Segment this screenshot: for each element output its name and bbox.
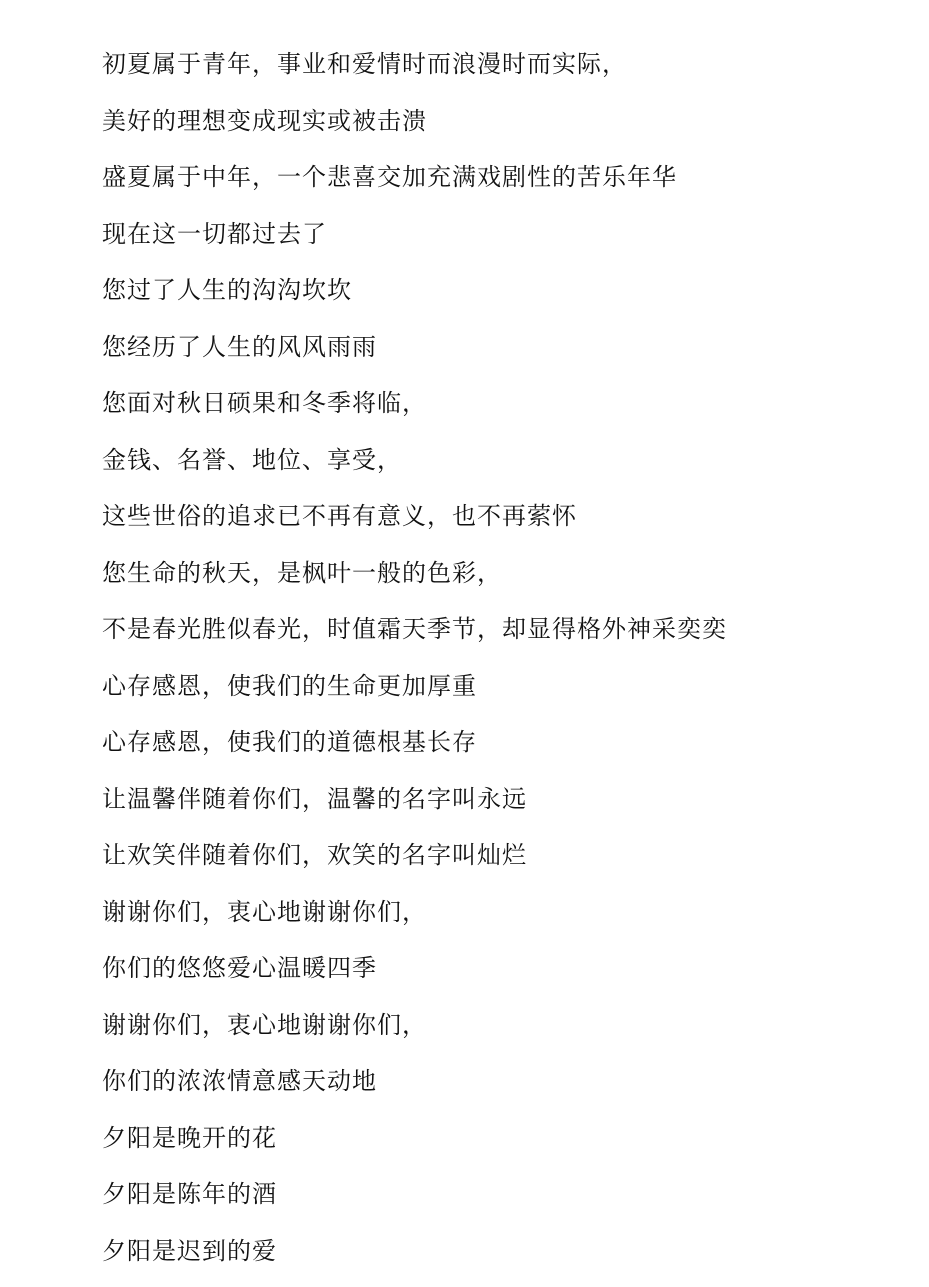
poem-line: 您过了人生的沟沟坎坎 xyxy=(102,270,727,327)
poem-line: 谢谢你们，衷心地谢谢你们， xyxy=(102,892,727,949)
poem-line: 你们的浓浓情意感天动地 xyxy=(102,1061,727,1118)
poem-text xyxy=(102,44,727,1287)
poem-line: 你们的悠悠爱心温暖四季 xyxy=(102,948,727,1005)
poem-line: 让欢笑伴随着你们，欢笑的名字叫灿烂 xyxy=(102,835,727,892)
poem-line: 夕阳是陈年的酒 xyxy=(102,1174,727,1231)
poem-line: 美好的理想变成现实或被击溃 xyxy=(102,101,727,158)
poem-line: 现在这一切都过去了 xyxy=(102,214,727,271)
poem-line: 心存感恩，使我们的道德根基长存 xyxy=(102,722,727,779)
poem-line: 夕阳是迟到的爱 xyxy=(102,1231,727,1287)
poem-line: 夕阳是晚开的花 xyxy=(102,1118,727,1175)
poem-line: 您生命的秋天，是枫叶一般的色彩， xyxy=(102,553,727,610)
poem-line: 不是春光胜似春光，时值霜天季节，却显得格外神采奕奕 xyxy=(102,609,727,666)
poem-line: 盛夏属于中年，一个悲喜交加充满戏剧性的苦乐年华 xyxy=(102,157,727,214)
poem-line: 您面对秋日硕果和冬季将临， xyxy=(102,383,727,440)
poem-line: 谢谢你们，衷心地谢谢你们， xyxy=(102,1005,727,1062)
poem-line: 这些世俗的追求已不再有意义，也不再萦怀 xyxy=(102,496,727,553)
poem-line: 金钱、名誉、地位、享受， xyxy=(102,440,727,497)
poem-line: 您经历了人生的风风雨雨 xyxy=(102,327,727,384)
poem-line: 心存感恩，使我们的生命更加厚重 xyxy=(102,666,727,723)
poem-line: 让温馨伴随着你们，温馨的名字叫永远 xyxy=(102,779,727,836)
poem-line: 初夏属于青年，事业和爱情时而浪漫时而实际， xyxy=(102,44,727,101)
